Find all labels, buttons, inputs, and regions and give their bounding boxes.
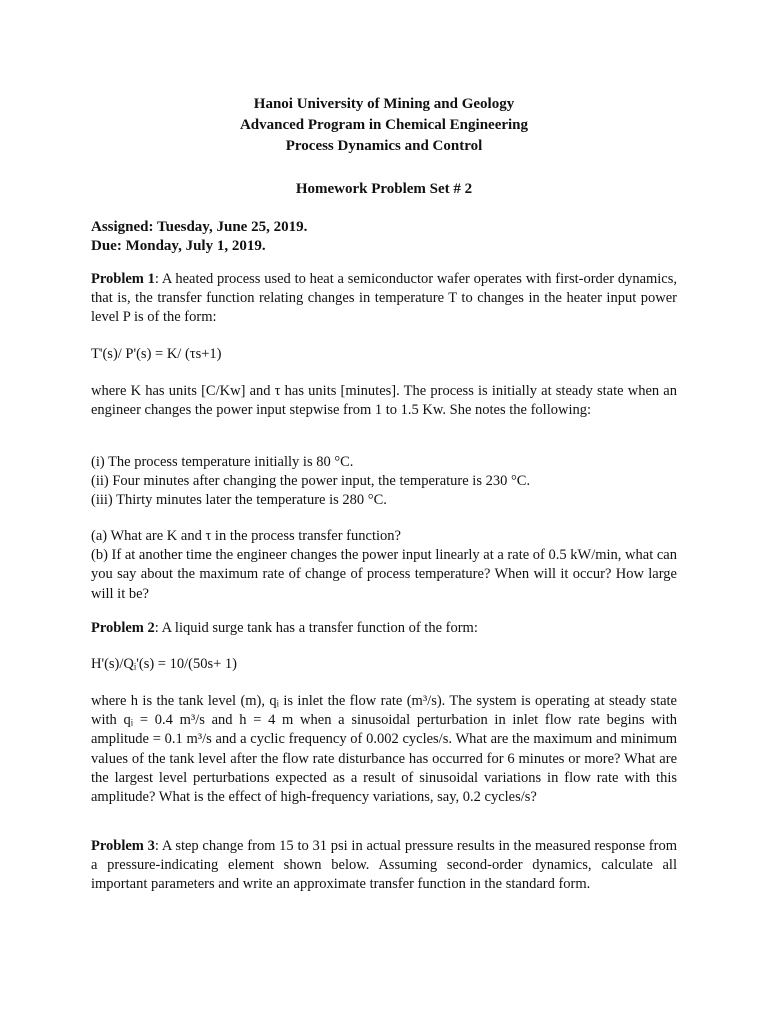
problem-1-questions [91, 527, 677, 604]
problem-1-label: Problem 1 [91, 271, 155, 287]
question-b: (b) If at another time the engineer changes the power input linearly at a rate of 0.5 kW/min, what can you say about the maximum rate of change of process temperature? When will it occur? How large will it be? [91, 547, 677, 602]
homework-title: Homework Problem Set # 2 [295, 181, 473, 197]
problem-1-observations [91, 453, 677, 511]
problem-2-text: where h is the tank level (m), qᵢ is inlet the flow rate (m³/s). The system is operating at steady state with qᵢ = 0.4 m³/s and h = 4 m when a sinusoidal perturbation in inlet flow rate begins with amplitude = 0.1 m³/s and a cyclic frequency of 0.002 cycles/s. What are the maximum and minimum values of the tank level after the flow rate disturbance has occurred for 6 minutes or more? What are the largest level perturbations expected as a result of sinusoidal variations in flow rate with this amplitude? What is the effect of high-frequency variations, say, 0.2 cycles/s? [91, 693, 677, 806]
problem-2-intro [91, 619, 677, 638]
observation-item: (i) The process temperature initially is 80 °C. [91, 454, 354, 470]
problem-2-equation: H'(s)/Qᵢ'(s) = 10/(50s+ 1) [91, 656, 237, 672]
observation-item: (ii) Four minutes after changing the power input, the temperature is 230 °C. [91, 473, 531, 490]
problem-3-text [91, 837, 677, 895]
problem-1-intro-text: : A heated process used to heat a semiconductor wafer operates with first-order dynamics, that is, the transfer function relating changes in temperature T to changes in the heater input power level P is of the form: [91, 271, 678, 326]
course-name: Process Dynamics and Control [285, 138, 483, 154]
document-header [91, 94, 677, 157]
university-name: Hanoi University of Mining and Geology [253, 96, 515, 112]
problem-2-label: Problem 2 [91, 620, 155, 636]
assignment-dates [91, 218, 307, 256]
document-page [91, 0, 677, 1024]
program-name: Advanced Program in Chemical Engineering [239, 117, 529, 133]
question-a: (a) What are K and τ in the process transfer function? [91, 528, 401, 544]
observation-item: (iii) Thirty minutes later the temperature is 280 °C. [91, 492, 387, 509]
problem-1-intro [91, 270, 677, 328]
problem-3-body: : A step change from 15 to 31 psi in actual pressure results in the measured response from a pressure-indicating element shown below. Assuming second-order dynamics, calculate all important parameters and write an approximate transfer function in the standard form. [91, 838, 677, 893]
assigned-date: Assigned: Tuesday, June 25, 2019. [91, 219, 308, 235]
due-date: Due: Monday, July 1, 2019. [91, 238, 266, 254]
problem-2-intro-text: : A liquid surge tank has a transfer function of the form: [154, 620, 478, 636]
problem-1-units-text: where K has units [C/Kw] and τ has units [minutes]. The process is initially at steady state when an engineer changes the power input stepwise from 1 to 1.5 Kw. She notes the following: [91, 383, 677, 419]
problem-1-equation: T'(s)/ P'(s) = K/ (τs+1) [91, 346, 222, 362]
problem-3-label: Problem 3 [91, 838, 155, 854]
